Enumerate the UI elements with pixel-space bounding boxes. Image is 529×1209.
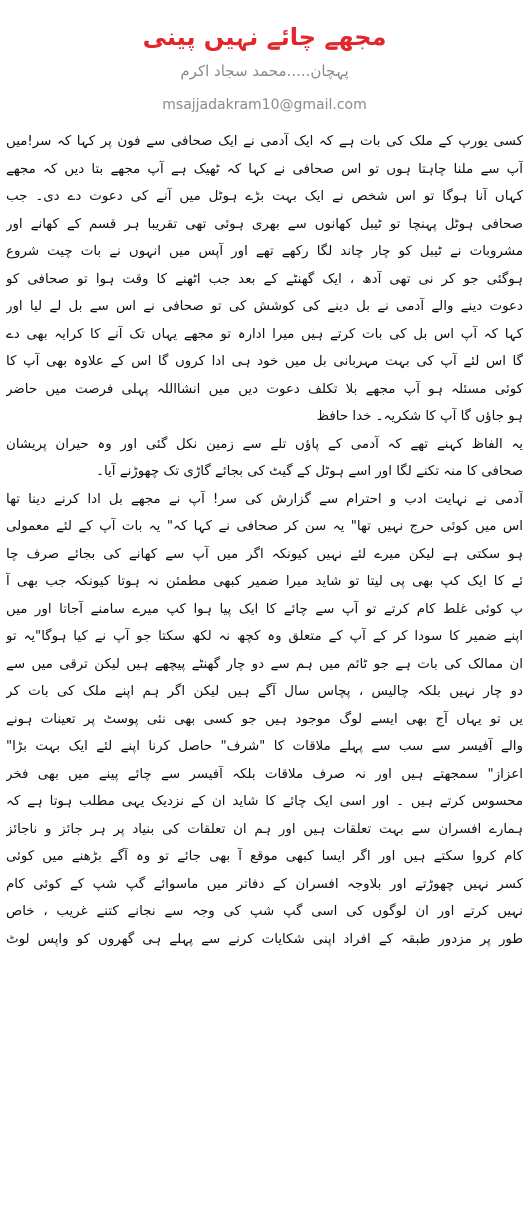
author-email: msajjadakram10@gmail.com xyxy=(162,97,367,113)
body-line: صحافی ہوٹل پہنچا تو ٹیبل کھانوں سے بھری ہوئی تھی تقریبا ہر قسم کے کھانے اور xyxy=(6,216,523,232)
body-line: محسوس کرتے ہیں ۔ اور اسی ایک چائے کا شاید ان کے نزدیک یہی مطلب ہوتا ہے کہ xyxy=(6,794,523,809)
body-line: ہوگئی جو کر نی تھی آدھ ، ایک گھنٹے کے بعد جب اٹھنے کا وقت ہوا تو صحافی کو xyxy=(6,271,523,287)
article-header xyxy=(0,0,529,116)
body-line: کہاں آنا ہوگا تو اس شخص نے ایک بہت بڑے ہوٹل میں آنے کی دعوت دے دی۔ جب xyxy=(6,189,523,204)
body-line: اعزاز" سمجھتے ہیں اور نہ صرف ملاقات بلکہ آفیسر سے چائے پینے میں بھی فخر xyxy=(6,766,523,782)
body-line: دو چار نہیں بلکہ چالیس ، پچاس سال آگے ہیں لیکن اگر ہم اپنے ملک کی بات کر xyxy=(6,684,523,699)
body-line: ئے کا ایک کپ بھی پی لیتا تو شاید میرا ضمیر کبھی مطمئن نہ ہوتا کیونکہ جب بھی آ xyxy=(6,574,523,589)
body-line: یہ الفاظ کہنے تھے کہ آدمی کے پاؤں تلے سے زمین نکل گئی اور وہ حیران پریشان xyxy=(6,436,523,452)
body-line: دعوت دینے والے آدمی نے بل دینے کی کوشش کی تو صحافی نے اس سے بل لے لیا اور xyxy=(6,299,523,314)
body-line: طور پر مزدور طبقہ کے افراد اپنی شکایات کرنے سے پہلے ہی گھروں کو واپس لوٹ xyxy=(6,931,523,947)
body-line: اس میں کوئی حرج نہیں تھا" یہ سن کر صحافی نے کہا کہ" یہ بات آپ کے لئے معمولی xyxy=(6,519,523,534)
body-line: آپ سے ملنا چاہتا ہوں تو اس صحافی نے کہا کہ ٹھیک ہے آپ مجھے بتا دیں کہ مجھے xyxy=(6,161,523,177)
body-line: کام کروا سکتے ہیں اور اگر ایسا کبھی موقع آ بھی جائے تو وہ آگے بڑھنے میں کوئی xyxy=(6,849,523,864)
body-line: گا اس لئے آپ کی بہت مہربانی بل میں خود ہی ادا کروں گا اس کے علاوہ بھی آپ کا xyxy=(6,354,523,369)
body-line: کسی یورپ کے ملک کی بات ہے کہ ایک آدمی نے ایک صحافی سے فون پر کہا کہ سر!میں xyxy=(6,134,523,149)
body-line: کہا کہ آپ اس بل کی بات کرتے ہیں میرا ادارہ تو مجھے یہاں تک آنے کا کرایہ بھی دے xyxy=(6,326,523,342)
article-body xyxy=(6,128,523,953)
body-line: مشروبات نے ٹیبل کو چار چاند لگا رکھے تھے اور آپس میں انہوں نے بات چیت شروع xyxy=(6,244,523,259)
body-line: صحافی کا منہ تکنے لگا اور اسے ہوٹل کے گیٹ کی بجائے گاڑی تک چھوڑنے آیا۔ xyxy=(96,464,523,479)
body-line: یں تو یہاں آج بھی ایسے لوگ موجود ہیں جو کسی بھی نئی پوسٹ پر تعینات ہونے xyxy=(6,711,523,727)
body-line: والے آفیسر سے سب سے پہلے ملاقات کا "شرف" حاصل کرنا اپنے لئے ایک بہت بڑا" xyxy=(6,739,523,754)
body-line: ان ممالک کی بات ہے جو ٹائم میں ہم سے دو چار گھنٹے پیچھے ہیں لیکن ترقی میں سے xyxy=(6,656,523,672)
article-title: مجھے چائے نہیں پینی xyxy=(142,23,387,51)
body-line: پ کوئی غلط کام کرتے تو آپ سے چائے کا ایک پیا ہوا کپ میرے سامنے آجاتا اور میں xyxy=(6,601,523,617)
body-line: ہو سکتی ہے لیکن میرے لئے نہیں کیونکہ اگر میں آپ سے کھانے کی بجائے صرف چا xyxy=(6,546,523,562)
body-line: آدمی نے نہایت ادب و احترام سے گزارش کی سر! آپ نے مجھے بل ادا کرنے دینا تھا xyxy=(6,491,523,507)
author-byline: پہچان.....محمد سجاد اکرم xyxy=(180,62,349,80)
body-line: اپنے ضمیر کا سودا کر کے آپ کے متعلق وہ کچھ نہ لکھ سکتا جو آپ نے کیا ہوگا"یہ تو xyxy=(6,629,523,644)
body-line: کوئی مسئلہ ہو آپ مجھے بلا تکلف دعوت دیں میں انشااللہ پہلی فرصت میں حاضر xyxy=(6,381,523,397)
body-line: کسر نہیں چھوڑتے اور بلاوجہ افسران کے دفاتر میں ماسوائے گپ شپ کے کوئی کام xyxy=(6,876,523,892)
body-line: نہیں کرتے اور ان لوگوں کی اسی گپ شپ کی وجہ سے نجانے کتنے غریب ، خاص xyxy=(6,904,523,919)
body-line: ہو جاؤں گا آپ کا شکریہ۔ خدا حافظ xyxy=(316,409,523,424)
body-line: ہمارے افسران سے بہت تعلقات ہیں اور ہم ان تعلقات کی بنیاد پر ہر جائز و ناجائز xyxy=(6,821,523,837)
